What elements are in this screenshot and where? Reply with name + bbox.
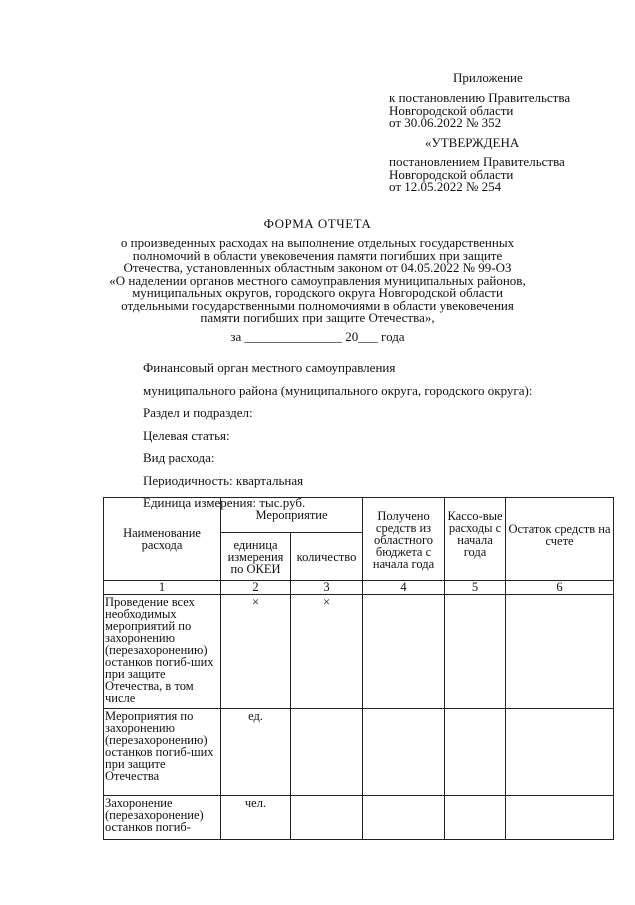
title-line-1: полномочий в области увековечения памяти погибших при защите [132,247,503,263]
row-received [363,796,445,840]
report-table [103,497,614,840]
title-line-2: Отечества, установленных областным законом от 04.05.2022 № 99-ОЗ [123,260,512,275]
report-fields [143,360,532,518]
col-num-1: 1 [104,581,221,595]
row-cash [445,796,506,840]
row-name: Мероприятия по захоронению (перезахоронению) останков погиб-ших при защите Отечества [104,709,221,796]
header-name-text: Наименование расхода [123,526,201,552]
col-num-5: 5 [445,581,506,595]
title-line-4: муниципальных округов, городского округа Новгородской области [132,285,503,300]
col-num-6: 6 [506,581,614,595]
row-cash [445,595,506,709]
form-description [0,237,635,325]
field-finance-organ: Финансовый орган местного самоуправления [143,360,396,375]
row-cash [445,709,506,796]
row-quantity [291,796,363,840]
row-balance [506,709,614,796]
row-received [363,595,445,709]
approved-label [425,137,519,150]
row-name: Захоронение (перезахоронение) останков погиб- [104,796,221,840]
form-period [0,331,635,344]
field-target-article: Целевая статья: [143,427,230,443]
header-cash [445,498,506,581]
header-row [104,498,614,533]
table-row [104,709,614,796]
table-row [104,595,614,709]
approved-reference [389,156,565,194]
header-quantity [291,533,363,581]
row-name: Проведение всех необходимых мероприятий по захоронению (перезахоронению) останков погиб-ших при защите Отечества, в том числе [104,595,221,709]
approved-line3: Новгородской области [389,166,514,182]
header-event-text: Мероприятие [255,508,328,522]
header-cash-text: Кассо-вые расходы с начала года [447,509,503,559]
approved-line4: от 12.05.2022 № 254 [389,179,502,194]
field-periodicity: Периодичность: квартальная [143,472,304,488]
column-number-row [104,581,614,595]
appendix-line1: Приложение [453,70,523,85]
header-balance [506,498,614,581]
approved-line2: постановлением Правительства [389,154,565,169]
row-unit: ед. [221,709,291,796]
period-line: за _______________ 20___ года [230,329,405,344]
field-section: Раздел и подраздел: [143,405,253,420]
row-quantity: × [291,595,363,709]
appendix-label [453,72,523,85]
field-expense-type: Вид расхода: [143,450,215,465]
title-line-3: «О наделении органов местного самоуправления муниципальных районов, [109,272,526,288]
row-unit: чел. [221,796,291,840]
header-received-text: Получено средств из областного бюджета с начала года [372,509,435,571]
header-unit-text: единица измерения по ОКЕИ [227,537,284,576]
col-num-4: 4 [363,581,445,595]
appendix-line2: к постановлению Правительства [389,90,571,105]
title-line-0: о произведенных расходах на выполнение отдельных государственных [120,235,515,250]
row-quantity [291,709,363,796]
appendix-reference [389,92,570,130]
header-balance-text: Остаток средств на счете [508,522,611,548]
appendix-line3: Новгородской области [389,102,514,118]
field-municipality: муниципального района (муниципального округа, городского округа): [143,382,533,398]
row-balance [506,595,614,709]
row-unit: × [221,595,291,709]
title-line-6: памяти погибших при защите Отечества», [200,310,435,325]
col-num-2: 2 [221,581,291,595]
row-received [363,709,445,796]
table-row [104,796,614,840]
approved-line1: «УТВЕРЖДЕНА [425,135,520,150]
field-unit: Единица измерения: тыс.руб. [143,495,306,510]
appendix-line4: от 30.06.2022 № 352 [389,115,502,130]
header-quantity-text: количество [296,549,357,564]
header-name [104,498,221,581]
header-unit [221,533,291,581]
title-line-5: отдельными государственными полномочиями в области увековечения [121,297,514,313]
row-balance [506,796,614,840]
header-received [363,498,445,581]
col-num-3: 3 [291,581,363,595]
form-heading-text: ФОРМА ОТЧЕТА [263,216,372,231]
header-event [221,498,363,533]
form-heading [0,218,635,231]
